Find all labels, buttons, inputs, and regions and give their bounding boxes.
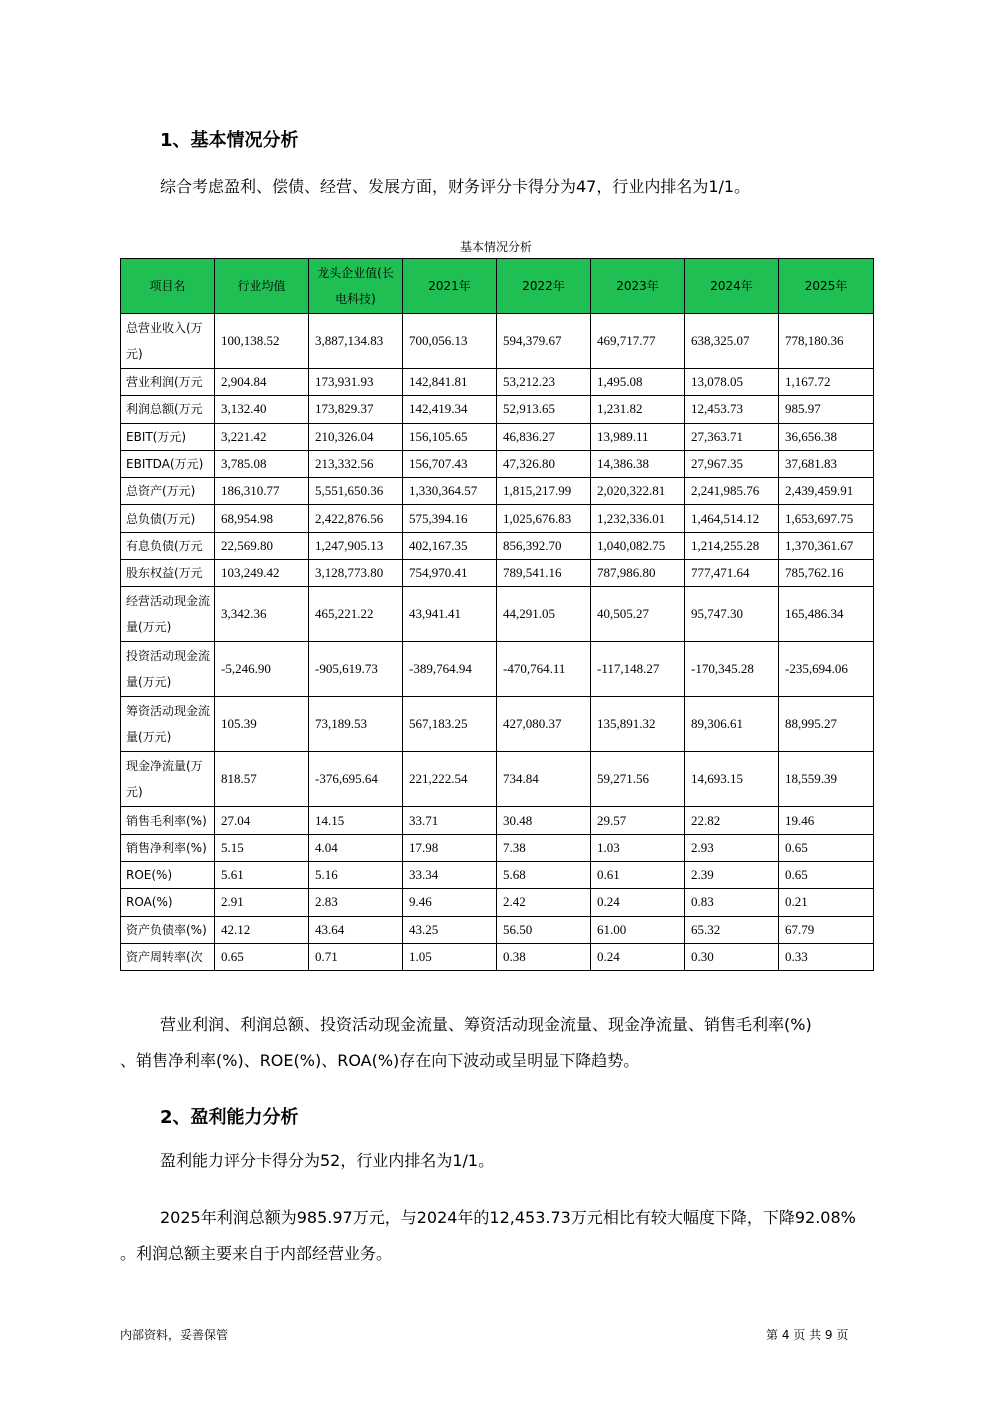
table-cell: 700,056.13 <box>403 314 497 369</box>
table-cell: 427,080.37 <box>497 697 591 752</box>
table-cell: 19.46 <box>779 807 874 834</box>
table-cell: 2.83 <box>309 889 403 916</box>
table-cell: 210,326.04 <box>309 423 403 450</box>
table-row <box>121 642 874 697</box>
row-label: 利润总额(万元 <box>121 396 215 423</box>
row-label: 资产负债率(%) <box>121 916 215 943</box>
table-cell: 2.42 <box>497 889 591 916</box>
table-cell: 985.97 <box>779 396 874 423</box>
table-cell: 1,025,676.83 <box>497 505 591 532</box>
table-row <box>121 478 874 505</box>
table-row <box>121 916 874 943</box>
row-label: 资产周转率(次 <box>121 943 215 970</box>
table-cell: 3,342.36 <box>215 587 309 642</box>
table-cell: 95,747.30 <box>685 587 779 642</box>
row-label: 现金净流量(万元) <box>121 752 215 807</box>
section-1-title: 1、基本情况分析 <box>160 130 299 151</box>
table-row <box>121 532 874 559</box>
table-cell: 89,306.61 <box>685 697 779 752</box>
table-cell: 7.38 <box>497 834 591 861</box>
table-cell: 575,394.16 <box>403 505 497 532</box>
section-1-summary: 综合考虑盈利、偿债、经营、发展方面，财务评分卡得分为47，行业内排名为1/1。 <box>160 177 751 196</box>
table-cell: 43,941.41 <box>403 587 497 642</box>
row-label: ROA(%) <box>121 889 215 916</box>
table-cell: 1,330,364.57 <box>403 478 497 505</box>
row-label: EBIT(万元) <box>121 423 215 450</box>
row-label: 总负债(万元) <box>121 505 215 532</box>
table-row <box>121 697 874 752</box>
table-row <box>121 314 874 369</box>
table-cell: 22.82 <box>685 807 779 834</box>
table-row <box>121 889 874 916</box>
table-cell: 0.38 <box>497 943 591 970</box>
column-header: 龙头企业值(长电科技) <box>309 259 403 314</box>
table-row <box>121 450 874 477</box>
table-cell: 18,559.39 <box>779 752 874 807</box>
table-cell: 638,325.07 <box>685 314 779 369</box>
table-cell: 27,363.71 <box>685 423 779 450</box>
table-cell: 42.12 <box>215 916 309 943</box>
table-cell: -470,764.11 <box>497 642 591 697</box>
table-cell: 53,212.23 <box>497 369 591 396</box>
table-header-row <box>121 259 874 314</box>
table-cell: 12,453.73 <box>685 396 779 423</box>
section-2-profit-line-2: 。利润总额主要来自于内部经营业务。 <box>120 1244 393 1263</box>
footer-confidential: 内部资料，妥善保管 <box>120 1328 229 1342</box>
table-cell: 0.71 <box>309 943 403 970</box>
table-cell: 213,332.56 <box>309 450 403 477</box>
table-cell: 14,693.15 <box>685 752 779 807</box>
table-cell: 777,471.64 <box>685 560 779 587</box>
table-cell: 567,183.25 <box>403 697 497 752</box>
table-cell: 0.33 <box>779 943 874 970</box>
table-cell: 30.48 <box>497 807 591 834</box>
table-row <box>121 560 874 587</box>
row-label: 股东权益(万元 <box>121 560 215 587</box>
table-cell: 5.61 <box>215 861 309 888</box>
section-2-summary: 盈利能力评分卡得分为52，行业内排名为1/1。 <box>160 1151 495 1170</box>
row-label: 总资产(万元) <box>121 478 215 505</box>
table-cell: 0.83 <box>685 889 779 916</box>
table-cell: -5,246.90 <box>215 642 309 697</box>
table-cell: 2,241,985.76 <box>685 478 779 505</box>
table-cell: 40,505.27 <box>591 587 685 642</box>
table-cell: 787,986.80 <box>591 560 685 587</box>
section-2-profit-line-1: 2025年利润总额为985.97万元，与2024年的12,453.73万元相比有较大幅度下降，下降92.08% <box>160 1208 856 1227</box>
table-cell: 135,891.32 <box>591 697 685 752</box>
table-cell: 9.46 <box>403 889 497 916</box>
section-2-title: 2、盈利能力分析 <box>160 1107 299 1128</box>
table-cell: 22,569.80 <box>215 532 309 559</box>
table-cell: 47,326.80 <box>497 450 591 477</box>
table-cell: 88,995.27 <box>779 697 874 752</box>
table-cell: 1,464,514.12 <box>685 505 779 532</box>
column-header: 2024年 <box>685 259 779 314</box>
table-cell: 27,967.35 <box>685 450 779 477</box>
table-cell: 14,386.38 <box>591 450 685 477</box>
table-row <box>121 369 874 396</box>
table-row <box>121 943 874 970</box>
table-cell: 2,904.84 <box>215 369 309 396</box>
row-label: 总营业收入(万元) <box>121 314 215 369</box>
table-cell: -117,148.27 <box>591 642 685 697</box>
table-cell: 818.57 <box>215 752 309 807</box>
table-cell: 13,078.05 <box>685 369 779 396</box>
table-cell: 2.93 <box>685 834 779 861</box>
table-cell: 1,231.82 <box>591 396 685 423</box>
table-cell: 3,887,134.83 <box>309 314 403 369</box>
table-cell: 100,138.52 <box>215 314 309 369</box>
row-label: ROE(%) <box>121 861 215 888</box>
table-cell: 789,541.16 <box>497 560 591 587</box>
row-label: 销售毛利率(%) <box>121 807 215 834</box>
table-cell: -389,764.94 <box>403 642 497 697</box>
table-cell: 465,221.22 <box>309 587 403 642</box>
table-cell: 52,913.65 <box>497 396 591 423</box>
table-cell: 33.71 <box>403 807 497 834</box>
table-cell: 1,040,082.75 <box>591 532 685 559</box>
table-cell: 173,829.37 <box>309 396 403 423</box>
table-cell: 3,132.40 <box>215 396 309 423</box>
table-row <box>121 505 874 532</box>
table-cell: -905,619.73 <box>309 642 403 697</box>
table-cell: 1,495.08 <box>591 369 685 396</box>
table-row <box>121 807 874 834</box>
table-cell: 68,954.98 <box>215 505 309 532</box>
table-cell: 105.39 <box>215 697 309 752</box>
table-cell: 13,989.11 <box>591 423 685 450</box>
table-cell: 5,551,650.36 <box>309 478 403 505</box>
table-cell: 1,247,905.13 <box>309 532 403 559</box>
table-row <box>121 587 874 642</box>
financial-table <box>120 258 874 971</box>
table-cell: 1,653,697.75 <box>779 505 874 532</box>
table-cell: 156,707.43 <box>403 450 497 477</box>
table-cell: -235,694.06 <box>779 642 874 697</box>
column-header: 2021年 <box>403 259 497 314</box>
table-cell: 3,785.08 <box>215 450 309 477</box>
row-label: 有息负债(万元 <box>121 532 215 559</box>
table-cell: 1,232,336.01 <box>591 505 685 532</box>
footer-page-number: 第 4 页 共 9 页 <box>766 1328 849 1342</box>
table-cell: 44,291.05 <box>497 587 591 642</box>
table-caption: 基本情况分析 <box>459 240 532 254</box>
table-cell: 1,815,217.99 <box>497 478 591 505</box>
table-row <box>121 861 874 888</box>
table-cell: 37,681.83 <box>779 450 874 477</box>
table-cell: 3,128,773.80 <box>309 560 403 587</box>
column-header: 行业均值 <box>215 259 309 314</box>
table-cell: 785,762.16 <box>779 560 874 587</box>
table-cell: 156,105.65 <box>403 423 497 450</box>
table-row <box>121 834 874 861</box>
table-cell: 1,167.72 <box>779 369 874 396</box>
table-cell: 1.03 <box>591 834 685 861</box>
table-cell: 734.84 <box>497 752 591 807</box>
table-cell: 2.39 <box>685 861 779 888</box>
table-cell: 2.91 <box>215 889 309 916</box>
table-cell: 61.00 <box>591 916 685 943</box>
table-cell: 594,379.67 <box>497 314 591 369</box>
table-cell: 142,841.81 <box>403 369 497 396</box>
table-cell: 2,439,459.91 <box>779 478 874 505</box>
row-label: 销售净利率(%) <box>121 834 215 861</box>
table-cell: 221,222.54 <box>403 752 497 807</box>
table-cell: 5.16 <box>309 861 403 888</box>
table-cell: 73,189.53 <box>309 697 403 752</box>
table-cell: 33.34 <box>403 861 497 888</box>
table-cell: 103,249.42 <box>215 560 309 587</box>
column-header: 2022年 <box>497 259 591 314</box>
table-cell: 856,392.70 <box>497 532 591 559</box>
row-label: 筹资活动现金流量(万元) <box>121 697 215 752</box>
table-cell: -376,695.64 <box>309 752 403 807</box>
table-cell: -170,345.28 <box>685 642 779 697</box>
table-cell: 65.32 <box>685 916 779 943</box>
table-cell: 186,310.77 <box>215 478 309 505</box>
table-cell: 2,422,876.56 <box>309 505 403 532</box>
section-1-trend-line-2: 、销售净利率(%)、ROE(%)、ROA(%)存在向下波动或呈明显下降趋势。 <box>120 1051 640 1070</box>
row-label: 经营活动现金流量(万元) <box>121 587 215 642</box>
table-cell: 56.50 <box>497 916 591 943</box>
table-cell: 4.04 <box>309 834 403 861</box>
table-cell: 0.65 <box>779 861 874 888</box>
table-cell: 27.04 <box>215 807 309 834</box>
column-header: 项目名 <box>121 259 215 314</box>
table-cell: 754,970.41 <box>403 560 497 587</box>
table-cell: 0.65 <box>779 834 874 861</box>
table-cell: 165,486.34 <box>779 587 874 642</box>
table-cell: 5.68 <box>497 861 591 888</box>
column-header: 2025年 <box>779 259 874 314</box>
table-cell: 46,836.27 <box>497 423 591 450</box>
table-cell: 36,656.38 <box>779 423 874 450</box>
table-cell: 142,419.34 <box>403 396 497 423</box>
table-cell: 29.57 <box>591 807 685 834</box>
table-cell: 0.30 <box>685 943 779 970</box>
table-cell: 5.15 <box>215 834 309 861</box>
table-cell: 17.98 <box>403 834 497 861</box>
table-cell: 1.05 <box>403 943 497 970</box>
row-label: 投资活动现金流量(万元) <box>121 642 215 697</box>
table-cell: 3,221.42 <box>215 423 309 450</box>
table-cell: 0.65 <box>215 943 309 970</box>
table-cell: 469,717.77 <box>591 314 685 369</box>
table-cell: 0.24 <box>591 889 685 916</box>
table-cell: 1,214,255.28 <box>685 532 779 559</box>
table-cell: 0.21 <box>779 889 874 916</box>
table-cell: 43.64 <box>309 916 403 943</box>
section-1-trend-line-1: 营业利润、利润总额、投资活动现金流量、筹资活动现金流量、现金净流量、销售毛利率(%) <box>160 1015 812 1034</box>
table-cell: 173,931.93 <box>309 369 403 396</box>
table-cell: 2,020,322.81 <box>591 478 685 505</box>
table-cell: 43.25 <box>403 916 497 943</box>
row-label: EBITDA(万元) <box>121 450 215 477</box>
table-row <box>121 396 874 423</box>
table-row <box>121 752 874 807</box>
table-cell: 0.24 <box>591 943 685 970</box>
column-header: 2023年 <box>591 259 685 314</box>
table-row <box>121 423 874 450</box>
table-cell: 67.79 <box>779 916 874 943</box>
table-cell: 1,370,361.67 <box>779 532 874 559</box>
table-cell: 402,167.35 <box>403 532 497 559</box>
table-cell: 59,271.56 <box>591 752 685 807</box>
table-cell: 0.61 <box>591 861 685 888</box>
table-cell: 778,180.36 <box>779 314 874 369</box>
row-label: 营业利润(万元 <box>121 369 215 396</box>
table-cell: 14.15 <box>309 807 403 834</box>
